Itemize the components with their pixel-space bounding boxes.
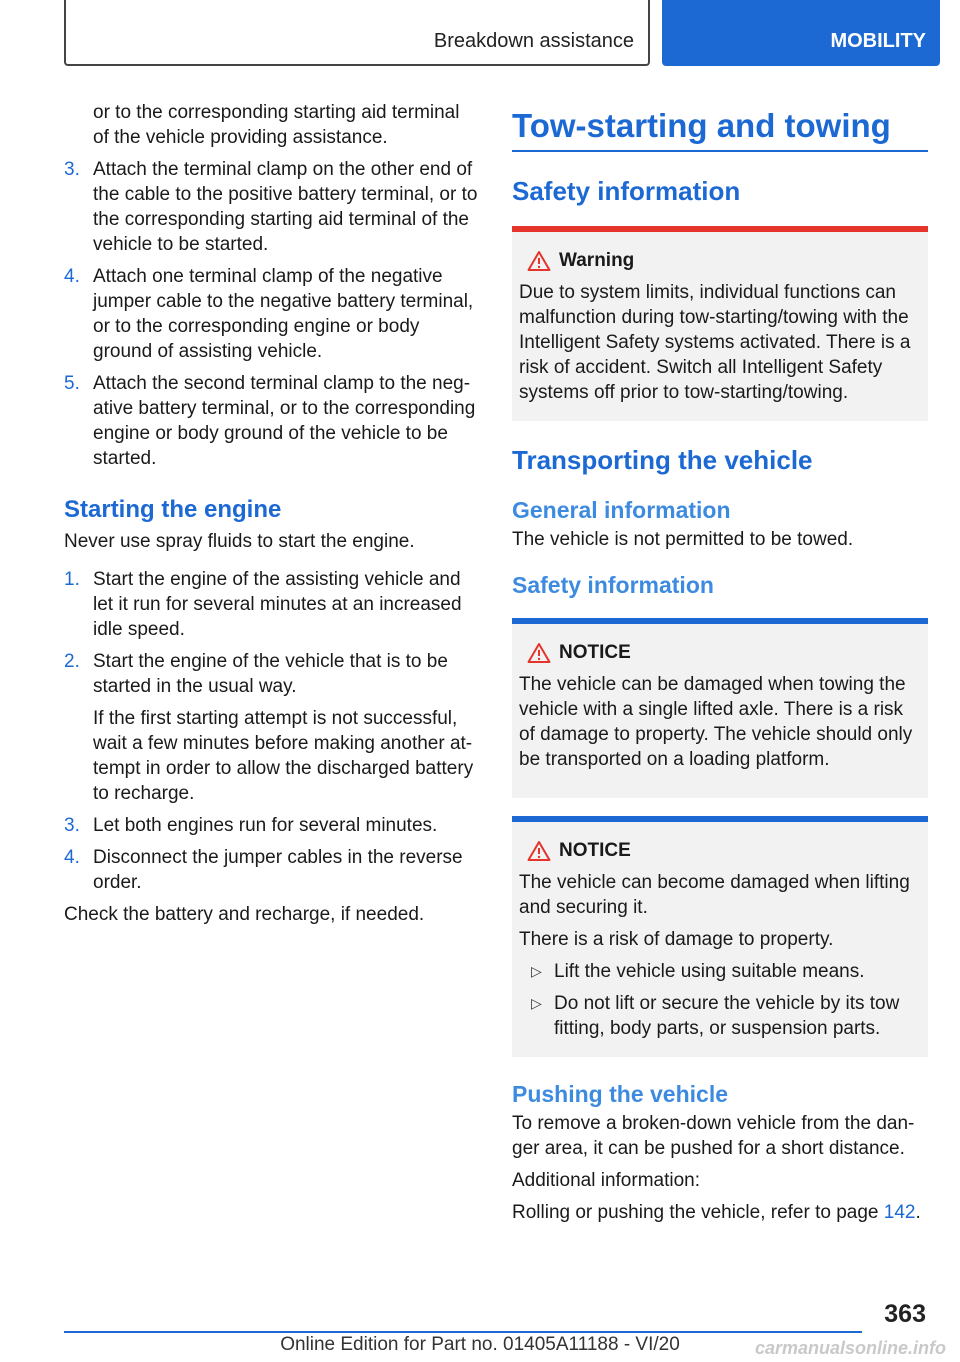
list-item xyxy=(64,157,480,257)
list-item xyxy=(64,371,480,471)
step-text: Start the engine of the vehicle that is to be started in the usual way. xyxy=(93,651,448,697)
chapter-title: Tow-starting and towing xyxy=(512,104,928,152)
list-item xyxy=(519,991,922,1041)
step-text: Attach one terminal clamp of the negative jumper cable to the negative battery terminal, or to the corresponding engine or body ground of assisting vehicle. xyxy=(93,266,474,362)
page-reference-text: Rolling or pushing the vehicle, refer to page xyxy=(512,1202,884,1223)
warning-title: Warning xyxy=(559,250,635,271)
warning-text: Due to system limits, individual functions can malfunction during tow-starting/towing with the Intelligent Safety systems activated. There is a risk of accident. Switch all Intelligent Safety systems off prior to tow-starting/towing. xyxy=(519,282,911,403)
header-section-tab xyxy=(64,0,650,66)
step-text: Start the engine of the assisting vehicle and let it run for several minutes at an increased idle speed. xyxy=(93,569,462,640)
starting-engine-intro: Never use spray fluids to start the engine. xyxy=(64,531,415,552)
header-section-label: Breakdown assistance xyxy=(433,30,634,52)
step-text: Disconnect the jumper cables in the reverse order. xyxy=(93,847,463,893)
edition-text: Online Edition for Part no. 01405A11188 - VI/20 xyxy=(280,1334,680,1355)
general-info-text: The vehicle is not permitted to be towed. xyxy=(512,529,854,550)
pushing-text: To remove a broken-down vehicle from the dan‐ger area, it can be pushed for a short distance. xyxy=(512,1113,915,1159)
additional-info-label: Additional information: xyxy=(512,1170,700,1191)
watermark: carmanualsonline.info xyxy=(754,1338,946,1358)
step-extra-text: If the first starting attempt is not successful, wait a few minutes before making another at‐tempt in order to allow the discharged battery to recharge. xyxy=(93,708,474,804)
list-item xyxy=(64,813,480,838)
notice-header xyxy=(519,838,922,864)
step-number: 2. xyxy=(64,651,80,672)
list-item xyxy=(64,567,480,642)
bullet-triangle-icon: ▷ xyxy=(531,963,542,979)
starting-engine-heading: Starting the engine xyxy=(64,496,282,523)
notice-text: The vehicle can be damaged when towing the vehicle with a single lifted axle. There is a risk of damage to property. The vehicle should only be transported on a loading platform. xyxy=(519,674,913,770)
list-item xyxy=(64,845,480,895)
warning-triangle-icon xyxy=(527,250,551,272)
step-number: 4. xyxy=(64,847,80,868)
step-text: Attach the terminal clamp on the other end of the cable to the positive battery terminal, or to the corresponding starting aid terminal of the vehicle to be started. xyxy=(93,159,478,255)
notice-header xyxy=(519,640,922,666)
page-reference xyxy=(512,1200,928,1225)
bullet-text: Lift the vehicle using suitable means. xyxy=(554,961,865,982)
list-item xyxy=(519,959,922,984)
step-number: 5. xyxy=(64,373,80,394)
notice-text: There is a risk of damage to property. xyxy=(519,929,834,950)
list-item xyxy=(64,264,480,364)
warning-triangle-icon xyxy=(527,642,551,664)
notice-box xyxy=(512,618,928,798)
bullet-text: Do not lift or secure the vehicle by its tow fitting, body parts, or suspension parts. xyxy=(554,993,900,1039)
closing-text: Check the battery and recharge, if needed. xyxy=(64,904,425,925)
general-info-heading: General information xyxy=(512,497,731,523)
footer-divider xyxy=(64,1331,862,1333)
header-chapter-label: MOBILITY xyxy=(830,30,926,52)
header-chapter-tab xyxy=(662,0,940,66)
step-continuation-text: or to the corresponding starting aid terminal of the vehicle providing assistance. xyxy=(93,102,460,148)
step-text: Attach the second terminal clamp to the neg‐ative battery terminal, or to the corresponding engine or body ground of the vehicle to be started. xyxy=(93,373,476,469)
pushing-heading: Pushing the vehicle xyxy=(512,1081,728,1107)
transport-heading: Transporting the vehicle xyxy=(512,445,813,475)
step-number: 3. xyxy=(64,815,80,836)
page-reference-end: . xyxy=(915,1202,921,1223)
warning-header xyxy=(519,248,922,274)
page-reference-link[interactable]: 142 xyxy=(883,1202,916,1223)
warning-box xyxy=(512,226,928,421)
step-number: 4. xyxy=(64,266,80,287)
step-continuation xyxy=(64,100,480,150)
notice-box xyxy=(512,816,928,1057)
safety-heading: Safety information xyxy=(512,176,741,206)
notice-title: NOTICE xyxy=(559,642,631,663)
notice-text: The vehicle can become damaged when lifting and securing it. xyxy=(519,872,910,918)
right-column xyxy=(512,100,928,1232)
page-number: 363 xyxy=(884,1300,926,1328)
bullet-triangle-icon: ▷ xyxy=(531,995,542,1011)
safety-info-subheading: Safety information xyxy=(512,572,714,598)
list-item xyxy=(64,649,480,806)
warning-triangle-icon xyxy=(527,840,551,862)
notice-title: NOTICE xyxy=(559,840,631,861)
step-number: 1. xyxy=(64,569,80,590)
step-number: 3. xyxy=(64,159,80,180)
left-column xyxy=(64,100,480,934)
step-text: Let both engines run for several minutes. xyxy=(93,815,438,836)
